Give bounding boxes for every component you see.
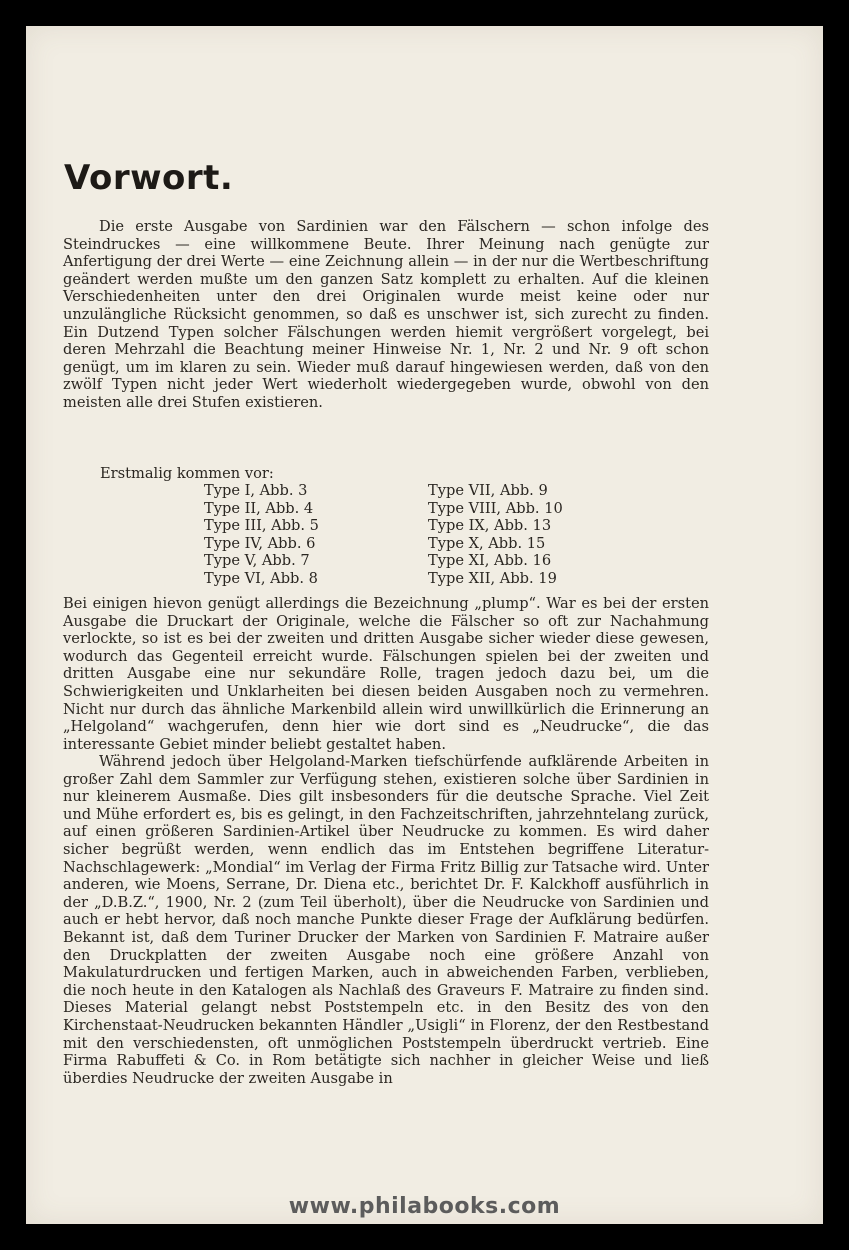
types-row: [204, 570, 563, 588]
type-cell: Type X, Abb. 15: [428, 534, 546, 552]
document-page: [26, 26, 823, 1224]
type-cell: Type VIII, Abb. 10: [428, 499, 563, 517]
types-row: [204, 517, 563, 535]
types-intro: Erstmalig kommen vor:: [100, 465, 274, 482]
watermark-url: www.philabooks.com: [288, 1194, 561, 1219]
type-cell: Type XII, Abb. 19: [428, 569, 557, 587]
type-cell: Type III, Abb. 5: [204, 517, 319, 535]
type-cell: Type IX, Abb. 13: [428, 517, 552, 535]
paragraph-forgeries: Bei einigen hievon genügt allerdings die Bezeichnung „plump“. War es bei der ersten Ausgabe die Druckart der Originale, welche die Fälscher so oft zur Nachahmung verlockte, so ist es bei der zweiten und dritten Ausgabe sicher wieder diese gewesen, wodurch das Gegenteil erreicht wurde. Fälschungen spielen bei der zweiten und dritten Ausgabe eine nur sekundäre Rolle, tragen jedoch dazu bei, um die Schwierigkeiten und Unklarheiten bei diesen beiden Ausgaben noch zu vermehren. Nicht nur durch das ähnliche Markenbild allein wird unwillkürlich die Erinnerung an „Helgoland“ wachgerufen, denn hier wie dort sind es „Neudrucke“, die das interessante Gebiet minder beliebt gestaltet haben.: [63, 595, 709, 753]
type-cell: Type II, Abb. 4: [204, 499, 314, 517]
paragraph-reprints: Während jedoch über Helgoland-Marken tiefschürfende aufklärende Arbeiten in großer Zahl dem Sammler zur Verfügung stehen, existieren solche über Sardinien in nur kleinerem Ausmaße. Dies gilt insbesonders für die deutsche Sprache. Viel Zeit und Mühe erfordert es, bis es gelingt, in den Fachzeitschriften, jahrzehntelang zurück, auf einen größeren Sardinien-Artikel über Neudrucke zu kommen. Es wird daher sicher begrüßt werden, wenn endlich das im Entstehen begriffene Literatur-Nachschlagewerk: „Mondial“ im Verlag der Firma Fritz Billig zur Tatsache wird. Unter anderen, wie Moens, Serrane, Dr. Diena etc., berichtet Dr. F. Kalckhoff ausführlich in der „D.B.Z.“, 1900, Nr. 2 (zum Teil überholt), über die Neudrucke von Sardinien und auch er hebt hervor, daß noch manche Punkte dieser Frage der Aufklärung bedürfen. Bekannt ist, daß dem Turiner Drucker der Marken von Sardinien F. Matraire außer den Druckplatten der zweiten Ausgabe noch eine größere Anzahl von Makulaturdrucken und fertigen Marken, auch in abweichenden Farben, verblieben, die noch heute in den Katalogen als Nachlaß des Graveurs F. Matraire zu finden sind. Dieses Material gelangt nebst Poststempeln etc. in den Besitz des von den Kirchenstaat-Neudrucken bekannten Händler „Usigli“ in Florenz, der den Restbestand mit den verschiedensten, oft unmöglichen Poststempeln überdruckt vertrieb. Eine Firma Rabuffeti & Co. in Rom betätigte sich nachher in gleicher Weise und ließ überdies Neudrucke der zweiten Ausgabe in: [63, 753, 709, 1087]
paragraph-intro: Die erste Ausgabe von Sardinien war den Fälschern — schon infolge des Steindruckes — eine willkommene Beute. Ihrer Meinung nach genügte zur Anfertigung der drei Werte — eine Zeichnung allein — in der nur die Wertbeschriftung geändert werden mußte um den ganzen Satz komplett zu erhalten. Auf die kleinen Verschiedenheiten unter den drei Originalen wurde meist keine oder nur unzulängliche Rücksicht genommen, so daß es unschwer ist, sich zurecht zu finden. Ein Dutzend Typen solcher Fälschungen werden hiemit vergrößert vorgelegt, bei deren Mehrzahl die Beachtung meiner Hinweise Nr. 1, Nr. 2 und Nr. 9 oft schon genügt, um im klaren zu sein. Wieder muß darauf hingewiesen werden, daß von den zwölf Typen nicht jeder Wert wiederholt wiedergegeben wurde, obwohl von den meisten alle drei Stufen existieren.: [63, 218, 709, 411]
types-row: [204, 482, 563, 500]
types-row: [204, 535, 563, 553]
type-cell: Type VII, Abb. 9: [428, 482, 548, 499]
type-cell: Type I, Abb. 3: [204, 482, 308, 499]
page-title: Vorwort.: [64, 158, 234, 198]
type-cell: Type VI, Abb. 8: [204, 569, 318, 587]
type-cell: Type XI, Abb. 16: [428, 552, 552, 570]
type-cell: Type V, Abb. 7: [204, 552, 310, 570]
types-row: [204, 552, 563, 570]
type-cell: Type IV, Abb. 6: [204, 534, 316, 552]
types-table: [204, 482, 563, 588]
types-row: [204, 500, 563, 518]
